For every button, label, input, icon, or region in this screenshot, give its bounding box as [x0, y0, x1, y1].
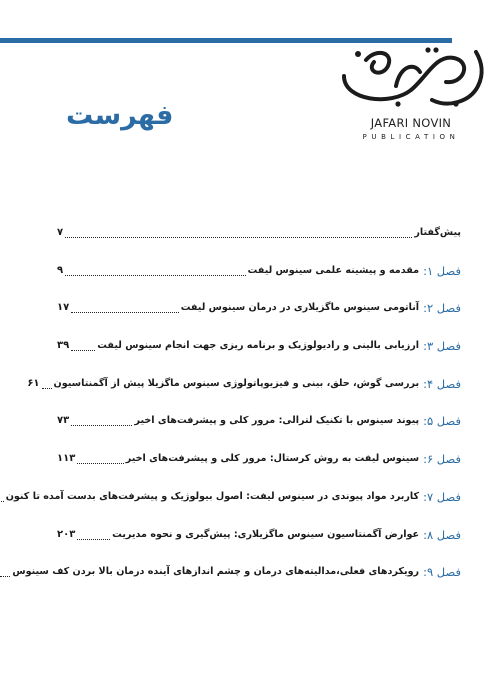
chapter-label: فصل ۲:	[423, 301, 461, 316]
page-number: ۹	[57, 264, 64, 276]
toc-entry[interactable]	[57, 335, 461, 357]
entry-title: سینوس لیفت به روش کرستال: مرور کلی و پیشرفت‌های اخیر	[125, 453, 420, 465]
page-number: ۷۳	[57, 415, 70, 427]
dot-leader	[77, 463, 123, 464]
dot-leader	[0, 501, 4, 502]
page-number: ۶۱	[27, 377, 40, 389]
chapter-label: فصل ۹:	[423, 565, 461, 580]
publisher-name: JAFARI NOVIN	[370, 116, 452, 130]
toc-entry[interactable]	[57, 297, 461, 319]
page-number: ۷	[57, 227, 64, 238]
page-number: ۲۰۳	[57, 528, 76, 540]
page-title: فهرست	[66, 100, 174, 131]
publisher-logo	[336, 46, 486, 146]
entry-title: کاربرد مواد پیوندی در سینوس لیفت: اصول بیولوژیک و پیشرفت‌های بدست آمده تا کنون	[5, 490, 420, 502]
dot-leader	[0, 576, 10, 577]
chapter-label: فصل ۴:	[423, 376, 461, 391]
entry-title: پیش‌گفتار	[414, 227, 461, 238]
chapter-label: فصل ۱:	[423, 263, 461, 278]
dot-leader	[71, 350, 95, 351]
toc-entry[interactable]	[57, 222, 461, 244]
page-number: ۱۱۳	[57, 453, 76, 465]
chapter-label: فصل ۳:	[423, 339, 461, 354]
header-rule	[0, 38, 452, 43]
entry-title: عوارض آگمنتاسیون سینوس ماگزیلاری: پیش‌گیری و نحوه مدیریت	[112, 528, 420, 540]
entry-title: پیوند سینوس با تکنیک لترالی: مرور کلی و پیشرفت‌های اخیر	[134, 415, 420, 427]
publisher-tagline: PUBLICATION	[362, 133, 460, 141]
dot-leader	[77, 539, 110, 540]
toc-entry[interactable]	[5, 486, 461, 508]
dot-leader	[71, 312, 179, 313]
toc-entry[interactable]	[57, 524, 461, 546]
entry-title: بررسی گوش، حلق، بینی و فیزیوپاتولوژی سینوس ماگزیلا پیش از آگمنتاسیون	[53, 377, 420, 389]
entry-title: آناتومی سینوس ماگزیلاری در درمان سینوس لیفت	[180, 302, 420, 314]
chapter-label: فصل ۷:	[423, 489, 461, 504]
entry-title: ارزیابی بالینی و رادیولوژیک و برنامه ریزی جهت انجام سینوس لیفت	[97, 340, 420, 352]
dot-leader	[65, 237, 412, 238]
dot-leader	[71, 425, 132, 426]
dot-leader	[42, 388, 52, 389]
toc-entry[interactable]	[27, 373, 461, 395]
entry-title: رویکردهای فعلی،مدالیته‌های درمان و چشم اندازهای آینده درمان بالا بردن کف سینوس	[12, 566, 420, 578]
page-number: ۳۹	[57, 340, 70, 352]
toc-entry[interactable]	[57, 410, 461, 432]
table-of-contents	[5, 222, 461, 583]
chapter-label: فصل ۸:	[423, 527, 461, 542]
page-number: ۱۷	[57, 302, 70, 314]
chapter-label: فصل ۵:	[423, 414, 461, 429]
toc-entry[interactable]	[12, 561, 461, 583]
calligraphy-logo-icon	[336, 46, 486, 112]
toc-entry[interactable]	[57, 260, 461, 282]
toc-entry[interactable]	[57, 448, 461, 470]
dot-leader	[65, 275, 246, 276]
chapter-label: فصل ۶:	[423, 452, 461, 467]
entry-title: مقدمه و پیشینه علمی سینوس لیفت	[247, 264, 420, 276]
